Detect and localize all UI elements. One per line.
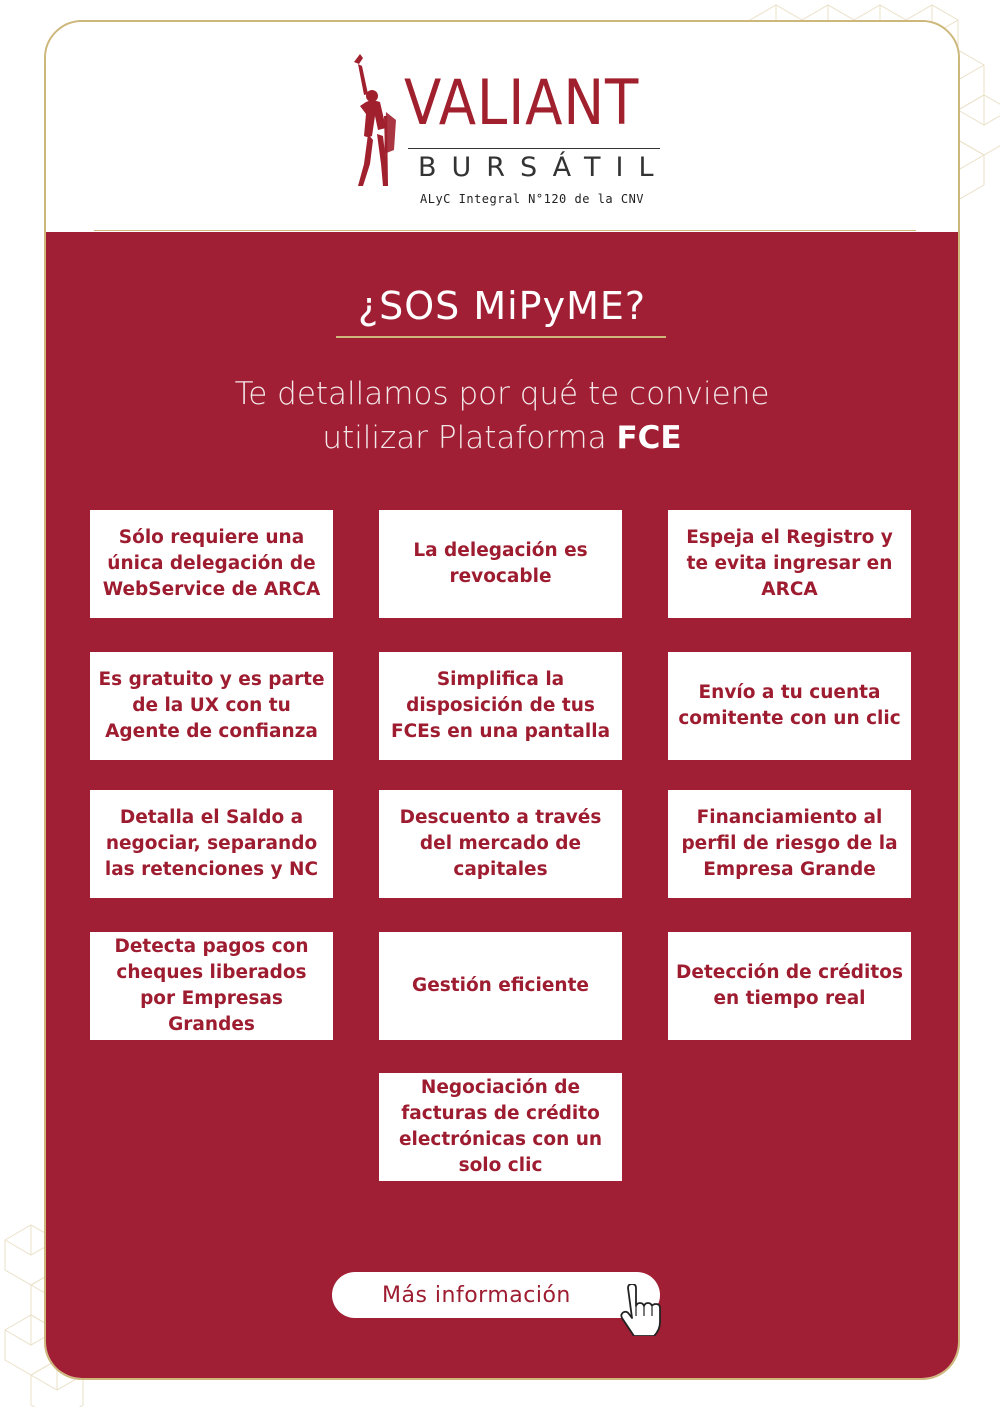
benefit-card — [668, 932, 911, 1040]
benefit-card — [668, 790, 911, 898]
brand-name: VALIANT — [404, 66, 640, 139]
main-panel — [46, 232, 958, 1380]
benefit-text: Gestión eficiente — [412, 975, 589, 996]
warrior-statue-icon — [344, 52, 404, 192]
header — [46, 22, 958, 232]
benefit-text: Detección de créditos en tiempo real — [676, 962, 903, 1009]
benefit-text: Detecta pagos con cheques liberados por Empresas Grandes — [114, 936, 309, 1035]
brand-divider — [408, 148, 660, 149]
benefit-card — [379, 510, 622, 618]
benefit-text: Detalla el Saldo a negociar, separando las retenciones y NC — [104, 807, 319, 880]
benefit-card — [90, 790, 333, 898]
subheading-line-2-text: utilizar Plataforma — [322, 420, 617, 456]
benefit-text: Sólo requiere una única delegación de WebService de ARCA — [102, 527, 321, 600]
benefit-text: Financiamiento al perfil de riesgo de la Empresa Grande — [681, 807, 898, 880]
benefit-card — [90, 652, 333, 760]
title-underline — [336, 336, 666, 338]
benefit-card — [90, 932, 333, 1040]
brand-tagline: ALyC Integral N°120 de la CNV — [420, 192, 645, 206]
benefit-card — [379, 932, 622, 1040]
subheading-line-1: Te detallamos por qué te conviene — [234, 376, 770, 412]
benefit-card — [668, 652, 911, 760]
benefit-text: Negociación de facturas de crédito electrónicas con un solo clic — [398, 1077, 603, 1176]
page-title: ¿SOS MiPyME? — [357, 284, 647, 328]
pointer-hand-icon — [614, 1284, 662, 1336]
more-info-button[interactable]: Más información — [332, 1272, 660, 1318]
benefit-text: Es gratuito y es parte de la UX con tu Agente de confianza — [98, 669, 325, 742]
subheading-line-2 — [46, 416, 958, 460]
subheading-fce: FCE — [616, 420, 682, 456]
benefit-card — [668, 510, 911, 618]
header-divider — [94, 230, 916, 231]
benefit-text: Descuento a través del mercado de capitales — [399, 807, 602, 880]
benefit-card — [379, 1073, 622, 1181]
benefit-card — [379, 790, 622, 898]
benefit-card — [90, 510, 333, 618]
page-frame — [44, 20, 960, 1380]
benefit-text: Envío a tu cuenta comitente con un clic — [678, 682, 901, 729]
benefit-card — [379, 652, 622, 760]
subheading — [46, 372, 958, 460]
benefit-text: Espeja el Registro y te evita ingresar en ARCA — [686, 527, 893, 600]
brand-subtitle: BURSÁTIL — [418, 152, 669, 183]
benefit-text: Simplifica la disposición de tus FCEs en una pantalla — [390, 669, 611, 742]
benefit-text: La delegación es revocable — [413, 540, 588, 587]
